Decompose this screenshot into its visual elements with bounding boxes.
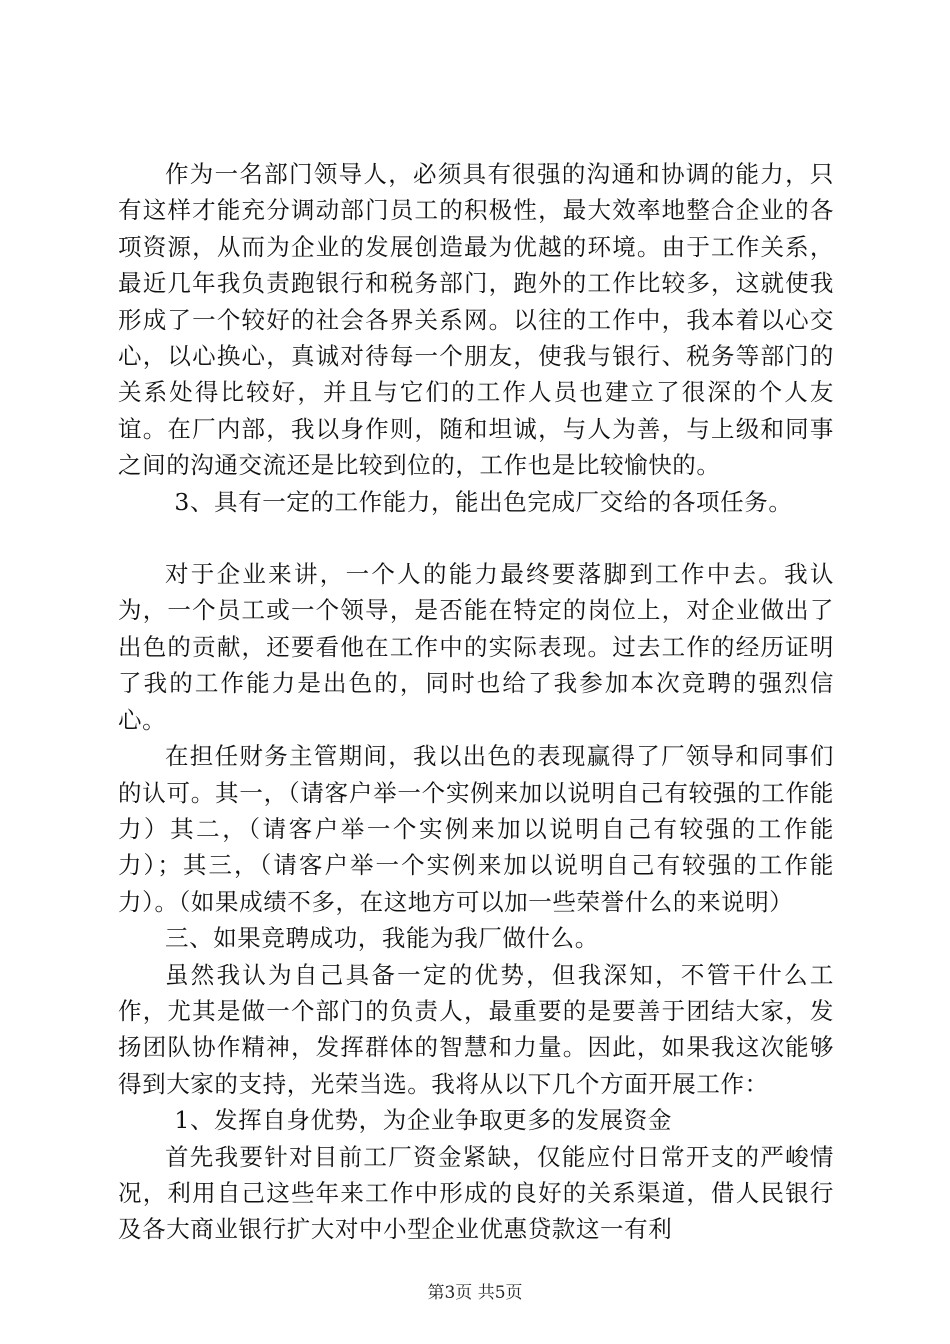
paragraph-communication: 作为一名部门领导人，必须具有很强的沟通和协调的能力，只有这样才能充分调动部门员工的积极性，最大效率地整合企业的各项资源，从而为企业的发展创造最为优越的环境。由于工作关系，最近几年我负责跑银行和税务部门，跑外的工作比较多，这就使我形成了一个较好的社会各界关系网。以往的工作中，我本着以心交心，以心换心，真诚对待每一个朋友，使我与银行、税务等部门的关系处得比较好，并且与它们的工作人员也建立了很深的个人友谊。在厂内部，我以身作则，随和坦诚，与人为善，与上级和同事之间的沟通交流还是比较到位的，工作也是比较愉快的。 <box>118 160 834 480</box>
document-body <box>118 156 834 1248</box>
paragraph-heading-ability: 3、具有一定的工作能力，能出色完成厂交给的各项任务。 <box>174 487 793 516</box>
paragraph-enterprise-ability: 对于企业来讲，一个人的能力最终要落脚到工作中去。我认为，一个员工或一个领导，是否能在特定的岗位上，对企业做出了出色的贡献，还要看他在工作中的实际表现。过去工作的经历证明了我的工作能力是出色的，同时也给了我参加本次竞聘的强烈信心。 <box>118 560 834 734</box>
paragraph-finance-supervisor: 在担任财务主管期间，我以出色的表现赢得了厂领导和同事们的认可。其一，（请客户举一个实例来加以说明自己有较强的工作能力）其二，（请客户举一个实例来加以说明自己有较强的工作能力）；其三，（请客户举一个实例来加以说明自己有较强的工作能力）。（如果成绩不多，在这地方可以加一些荣誉什么的来说明） <box>118 742 834 916</box>
section-heading-three: 三、如果竞聘成功，我能为我厂做什么。 <box>165 924 599 953</box>
item-heading-one: 1、发挥自身优势，为企业争取更多的发展资金 <box>174 1106 672 1135</box>
page-number-footer: 第3页 共5页 <box>427 1283 523 1303</box>
paragraph-teamwork: 虽然我认为自己具备一定的优势，但我深知，不管干什么工作，尤其是做一个部门的负责人，最重要的是要善于团结大家，发扬团队协作精神，发挥群体的智慧和力量。因此，如果我这次能够得到大家的支持，光荣当选。我将从以下几个方面开展工作： <box>118 960 834 1098</box>
paragraph-funding: 首先我要针对目前工厂资金紧缺，仅能应付日常开支的严峻情况，利用自己这些年来工作中形成的良好的关系渠道，借人民银行及各大商业银行扩大对中小型企业优惠贷款这一有利 <box>118 1142 834 1244</box>
